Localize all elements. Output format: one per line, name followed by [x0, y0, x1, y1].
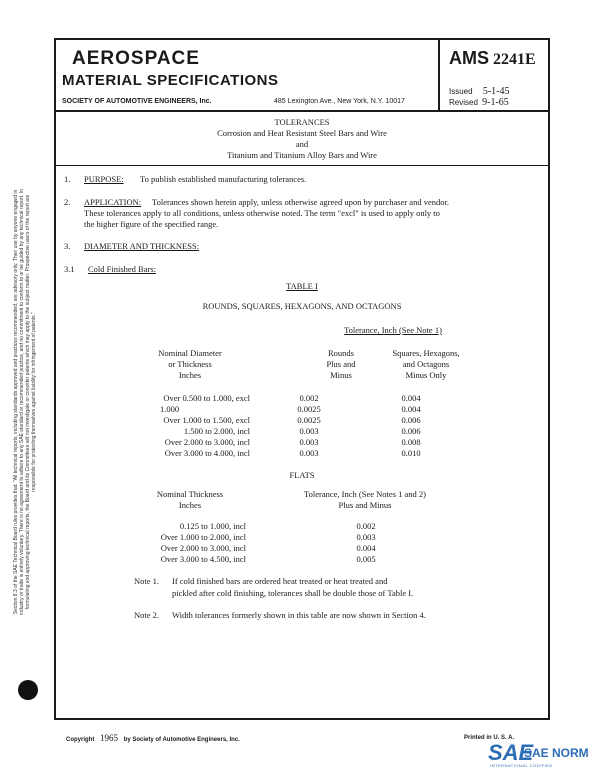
table1-rounds: 0.002	[299, 393, 319, 403]
flats-col2-h1: Tolerance, Inch (See Notes 1 and 2)	[304, 489, 426, 499]
footer-copyright	[66, 733, 240, 743]
flats-tol: 0.002	[356, 521, 376, 531]
table1-size: Over 2.000 to 3.000, incl	[164, 437, 250, 447]
table1-col1-h3: Inches	[178, 370, 202, 380]
revised-label: Revised	[449, 98, 478, 107]
ams-label: AMS	[449, 48, 489, 68]
logo-sae: SAE	[488, 740, 534, 765]
table1-col1-h2: or Thickness	[168, 359, 212, 369]
subject-line1: TOLERANCES	[274, 117, 330, 127]
note1-text-2: pickled after cold finishing, tolerances shall be double those of Table I.	[172, 588, 414, 598]
sae-norm-logo	[488, 740, 596, 770]
flats-title: FLATS	[289, 470, 315, 480]
header-vertical-divider	[438, 38, 440, 110]
table1-tolerance-header: Tolerance, Inch (See Note 1)	[344, 325, 442, 335]
table-row	[100, 532, 500, 543]
note1-label: Note 1.	[134, 576, 160, 586]
section2-text-3: the higher figure of the specified range.	[84, 219, 219, 229]
flats-col2-h2: Plus and Minus	[338, 500, 392, 510]
subject-line2: Corrosion and Heat Resistant Steel Bars and Wire	[217, 128, 387, 138]
section2-text-1: Tolerances shown herein apply, unless otherwise agreed upon by purchaser and vendor.	[152, 197, 449, 207]
logo-subtext: INTERNATIONAL CODIFIED	[490, 763, 553, 768]
ams-number: 2241E	[493, 51, 536, 68]
header-divider	[54, 110, 550, 112]
table1-col2-h2: Plus and	[326, 359, 356, 369]
issued-date: 5-1-45	[482, 86, 510, 97]
table1-squares: 0.004	[401, 404, 421, 414]
society-address: 485 Lexington Ave., New York, N.Y. 10017	[274, 98, 405, 105]
section1-text: To publish established manufacturing tolerances.	[140, 174, 307, 184]
table1-col3-h1: Squares, Hexagons,	[392, 348, 460, 358]
table1-col2-h1: Rounds	[328, 348, 354, 358]
table1-rounds: 0.0025	[297, 404, 321, 414]
issued-label: Issued	[449, 87, 473, 96]
punch-hole	[18, 680, 38, 700]
table-row	[100, 426, 500, 437]
copyright-year: 1965	[100, 733, 119, 743]
table1-squares: 0.010	[401, 448, 421, 458]
table1-body	[100, 393, 500, 459]
note2-label: Note 2.	[134, 610, 160, 620]
note1-text-1: If cold finished bars are ordered heat treated or heat treated and	[172, 576, 388, 586]
table1-squares: 0.006	[401, 426, 421, 436]
note2-text: Width tolerances formerly shown in this table are now shown in Section 4.	[172, 610, 426, 620]
revised-date: 9-1-65	[482, 97, 509, 108]
society-name: SOCIETY OF AUTOMOTIVE ENGINEERS, Inc.	[62, 98, 212, 105]
flats-tol: 0.004	[356, 543, 376, 553]
subject-divider	[54, 165, 550, 166]
sidebar-legal-text: Section 8.3 of the SAE Technical Board rules provides that: "All technical reports, including standards approved and practices recommended, are advisory only. Their use by anyone engaged in industry or trade is entirely voluntary. There is no agreement to adhere to any SAE standard or recommended practice, and no commitment to conform to or be guided by any technical report. In formulating and approving technical reports, the Board and its Committees will not investigate or consider patents which may apply to the subject matter. Prospective users of the report are responsible for protecting themselves against liability for infringement of patents."	[13, 189, 37, 615]
table1-title: TABLE I	[286, 281, 318, 291]
flats-col1-h1: Nominal Thickness	[156, 489, 224, 499]
flats-size: Over 2.000 to 3.000, incl	[160, 543, 246, 553]
section2-text-2: These tolerances apply to all conditions, unless otherwise noted. The term "excl" is used to apply only to	[84, 208, 440, 218]
table-row	[100, 404, 500, 415]
copyright-by: by Society of Automotive Engineers, Inc.	[123, 737, 240, 743]
table1-size: Over 3.000 to 4.000, incl	[164, 448, 250, 458]
footer-printed: Printed in U. S. A.	[464, 735, 515, 741]
flats-tol: 0.003	[356, 532, 376, 542]
revised-line	[449, 97, 509, 108]
section31-number: 3.1	[64, 264, 75, 274]
table-row	[100, 415, 500, 426]
title-aerospace: AEROSPACE	[72, 48, 200, 69]
table1-size: Over 0.500 to 1.000, excl	[163, 393, 250, 403]
table1-size: 1.500 to 2.000, incl	[183, 426, 250, 436]
table1-size: Over 1.000 to 1.500, excl	[163, 415, 250, 425]
table1-rounds: 0.003	[299, 426, 319, 436]
section2-number: 2.	[64, 197, 71, 207]
table-row	[100, 393, 500, 404]
section3-title: DIAMETER AND THICKNESS:	[84, 241, 200, 251]
subject-line4: Titanium and Titanium Alloy Bars and Wire	[227, 150, 377, 160]
flats-size: Over 1.000 to 2.000, incl	[160, 532, 246, 542]
table1-col3-h3: Minus Only	[405, 370, 447, 380]
copyright-label: Copyright	[66, 737, 95, 743]
flats-size: Over 3.000 to 4.500, incl	[160, 554, 246, 564]
table1-col2-h3: Minus	[330, 370, 352, 380]
flats-size: 0.125 to 1.000, incl	[179, 521, 246, 531]
table1-squares: 0.008	[401, 437, 421, 447]
title-material-specs: MATERIAL SPECIFICATIONS	[62, 72, 279, 89]
table1-rounds: 0.0025	[297, 415, 321, 425]
subject-line3: and	[295, 139, 309, 149]
section3-number: 3.	[64, 241, 71, 251]
flats-col1-h2: Inches	[178, 500, 202, 510]
table1-squares: 0.004	[401, 393, 421, 403]
table-row	[100, 521, 500, 532]
table-row	[100, 554, 500, 565]
table-row	[100, 543, 500, 554]
section1-title: PURPOSE:	[84, 174, 124, 184]
table1-col1-h1: Nominal Diameter	[158, 348, 222, 358]
section1-number: 1.	[64, 174, 71, 184]
table1-rounds: 0.003	[299, 437, 319, 447]
ams-designation	[449, 48, 536, 69]
table1-rounds: 0.003	[299, 448, 319, 458]
issued-line	[449, 86, 509, 97]
table1-squares: 0.006	[401, 415, 421, 425]
section31-title: Cold Finished Bars:	[88, 264, 157, 274]
table-row	[100, 437, 500, 448]
table1-subtitle: ROUNDS, SQUARES, HEXAGONS, AND OCTAGONS	[202, 301, 402, 311]
flats-tol: 0.005	[356, 554, 376, 564]
table1-size: 1.000	[160, 404, 180, 414]
section2-title: APPLICATION:	[84, 197, 142, 207]
table-row	[100, 448, 500, 459]
logo-norm: SAE NORM	[524, 746, 589, 760]
flats-body	[100, 521, 500, 565]
table1-col3-h2: and Octagons	[402, 359, 450, 369]
